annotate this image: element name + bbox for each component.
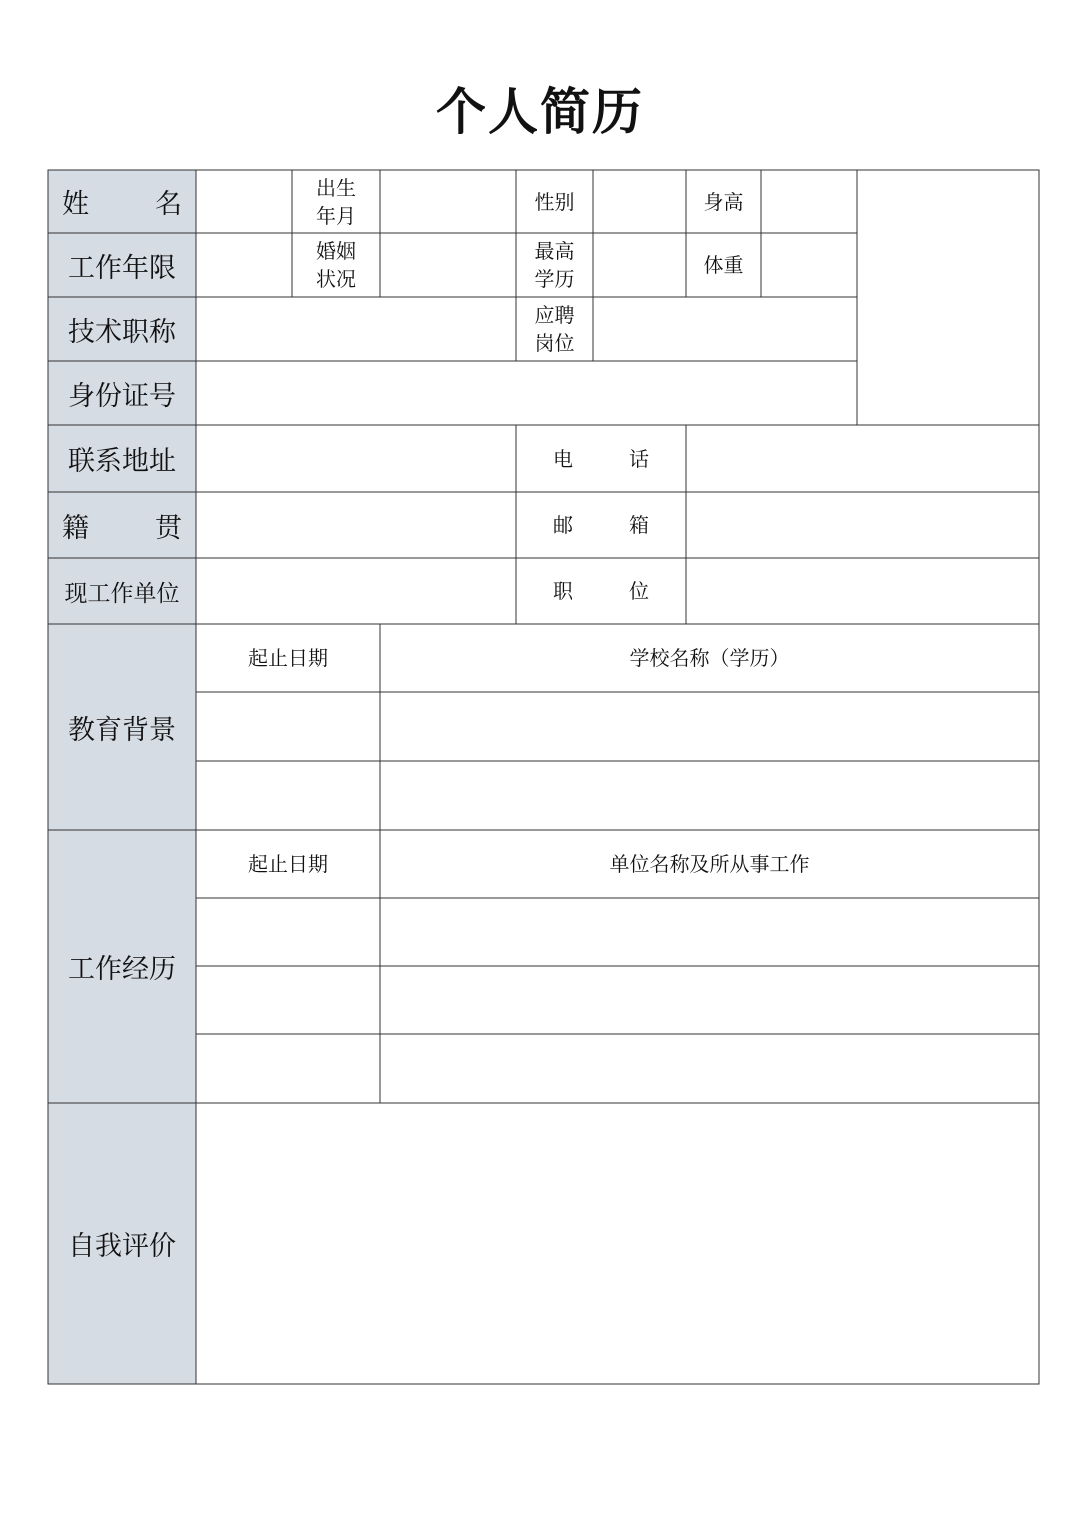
work-col-date: 起止日期 [248, 852, 328, 876]
label-phone: 电 话 [553, 446, 649, 471]
label-applied-position: 应聘 岗位 [534, 303, 575, 355]
label-work-years: 工作年限 [48, 233, 196, 297]
highest-education-field[interactable] [593, 233, 686, 297]
edu-row-2-date[interactable] [196, 761, 380, 830]
label-birth-date: 出生 年月 [316, 175, 356, 228]
id-number-field[interactable] [196, 361, 857, 425]
label-email: 邮 箱 [553, 513, 649, 537]
marital-status-field[interactable] [380, 233, 516, 297]
label-work-history: 工作经历 [48, 830, 196, 1103]
gender-field[interactable] [593, 170, 686, 233]
label-height: 身高 [703, 189, 744, 214]
phone-field[interactable] [686, 425, 1039, 492]
label-name: 姓 名 [48, 170, 196, 233]
label-tech-title: 技术职称 [48, 297, 196, 361]
photo-area[interactable] [857, 170, 1039, 425]
email-field[interactable] [686, 492, 1039, 558]
edu-row-1-date[interactable] [196, 692, 380, 761]
label-education: 教育背景 [48, 624, 196, 830]
label-id-number: 身份证号 [48, 361, 196, 425]
edu-col-date: 起止日期 [248, 646, 328, 670]
height-field[interactable] [761, 170, 857, 233]
label-employer: 现工作单位 [48, 558, 196, 624]
edu-row-1-school[interactable] [380, 692, 1039, 761]
label-highest-education: 最高 学历 [534, 239, 575, 291]
self-evaluation-field[interactable] [196, 1103, 1039, 1384]
work-row-2-company[interactable] [380, 966, 1039, 1034]
label-weight: 体重 [703, 253, 744, 277]
label-native-place: 籍 贯 [48, 492, 196, 558]
edu-row-2-school[interactable] [380, 761, 1039, 830]
applied-position-field[interactable] [593, 297, 857, 361]
label-gender: 性别 [534, 189, 575, 214]
work-row-1-date[interactable] [196, 898, 380, 966]
name-field[interactable] [196, 170, 292, 233]
native-place-field[interactable] [196, 492, 516, 558]
tech-title-field[interactable] [196, 297, 516, 361]
label-self-evaluation: 自我评价 [48, 1103, 196, 1384]
work-row-1-company[interactable] [380, 898, 1039, 966]
work-col-company: 单位名称及所从事工作 [609, 852, 810, 876]
edu-col-school: 学校名称（学历） [629, 646, 790, 670]
work-row-2-date[interactable] [196, 966, 380, 1034]
page-title: 个人简历 [436, 82, 644, 141]
work-years-field[interactable] [196, 233, 292, 297]
work-row-3-company[interactable] [380, 1034, 1039, 1103]
address-field[interactable] [196, 425, 516, 492]
employer-field[interactable] [196, 558, 516, 624]
label-marital-status: 婚姻 状况 [316, 239, 356, 291]
birth-date-field[interactable] [380, 170, 516, 233]
label-position: 职 位 [553, 579, 649, 603]
label-address: 联系地址 [48, 425, 196, 492]
weight-field[interactable] [761, 233, 857, 297]
position-field[interactable] [686, 558, 1039, 624]
work-row-3-date[interactable] [196, 1034, 380, 1103]
